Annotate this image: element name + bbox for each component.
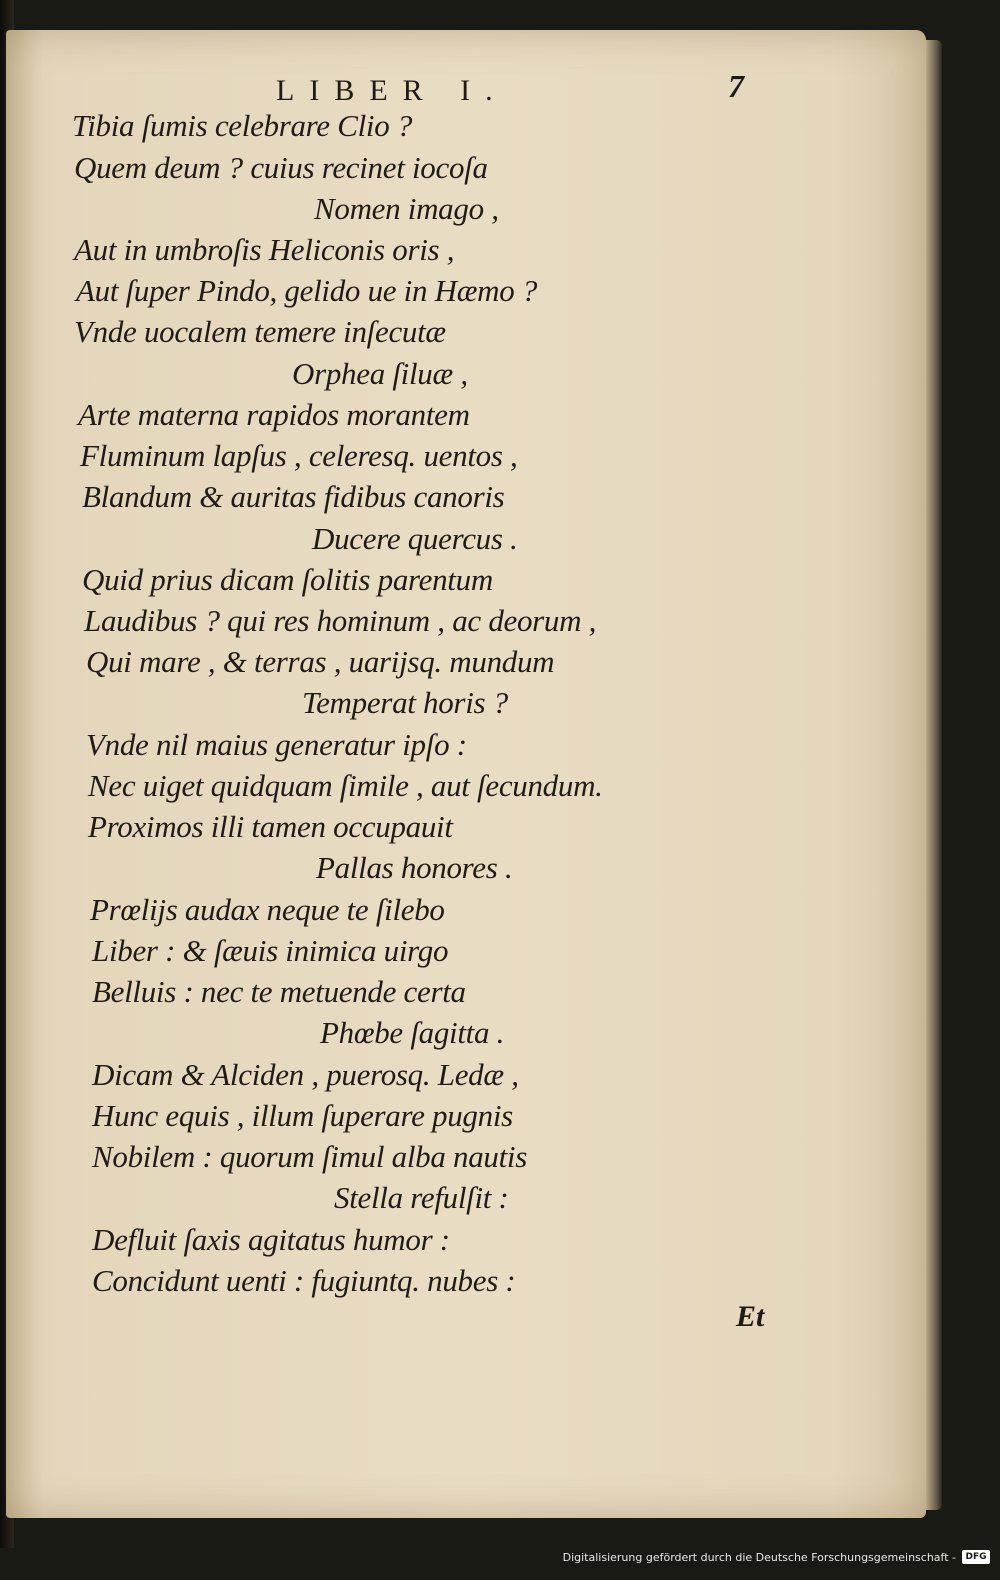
verse-line: Tibia ſumis celebrare Clio ? [72,108,413,143]
verse-line: Ducere quercus . [312,521,518,556]
book-page [6,30,926,1518]
text-block [6,30,926,1518]
digitization-credit: Digitalisierung gefördert durch die Deutsche Forschungsgemeinschaft - [562,1551,956,1564]
folio-number: 7 [728,68,744,104]
verse-line: Vnde nil maius generatur ipſo : [86,727,467,762]
catchword: Et [736,1300,765,1333]
verse-line: Quid prius dicam ſolitis parentum [82,562,493,597]
verse-line: Liber : & ſæuis inimica uirgo [92,933,449,968]
verse-line: Nec uiget quidquam ſimile , aut ſecundum. [88,768,603,803]
verse-line: Nobilem : quorum ſimul alba nautis [92,1139,528,1174]
verse-line: Quem deum ? cuius recinet iocoſa [74,150,488,185]
verse-line: Dicam & Alciden , puerosq. Ledæ , [92,1057,519,1092]
verse-line: Defluit ſaxis agitatus humor : [92,1222,450,1257]
verse-line: Belluis : nec te metuende certa [92,974,466,1009]
verse-line: Aut ſuper Pindo, gelido ue in Hæmo ? [76,273,538,308]
verse-line: Prœlijs audax neque te ſilebo [90,892,445,927]
verse-line: Qui mare , & terras , uarijsq. mundum [86,644,555,679]
verse-line: Proximos illi tamen occupauit [88,809,453,844]
verse-line: Orphea ſiluæ , [292,356,468,391]
verse-line: Vnde uocalem temere inſecutæ [74,314,446,349]
verse-line: Stella refulſit : [334,1180,509,1215]
verse-line: Temperat horis ? [302,685,508,720]
page-edge [926,40,942,1510]
dfg-logo: DFG [962,1550,990,1564]
verse-line: Nomen imago , [314,191,499,226]
verse-line: Pallas honores . [316,850,513,885]
verse-line: Phœbe ſagitta . [320,1015,505,1050]
verse-line: Blandum & auritas fidibus canoris [82,479,505,514]
verse-line: Fluminum lapſus , celeresq. uentos , [80,438,518,473]
verse-line: Hunc equis , illum ſuperare pugnis [92,1098,513,1133]
running-head: LIBER I. [276,74,508,107]
verse-line: Laudibus ? qui res hominum , ac deorum , [84,603,597,638]
verse-line: Concidunt uenti : fugiuntq. nubes : [92,1263,516,1298]
verse-line: Aut in umbroſis Heliconis oris , [74,232,455,267]
verse-line: Arte materna rapidos morantem [78,397,470,432]
